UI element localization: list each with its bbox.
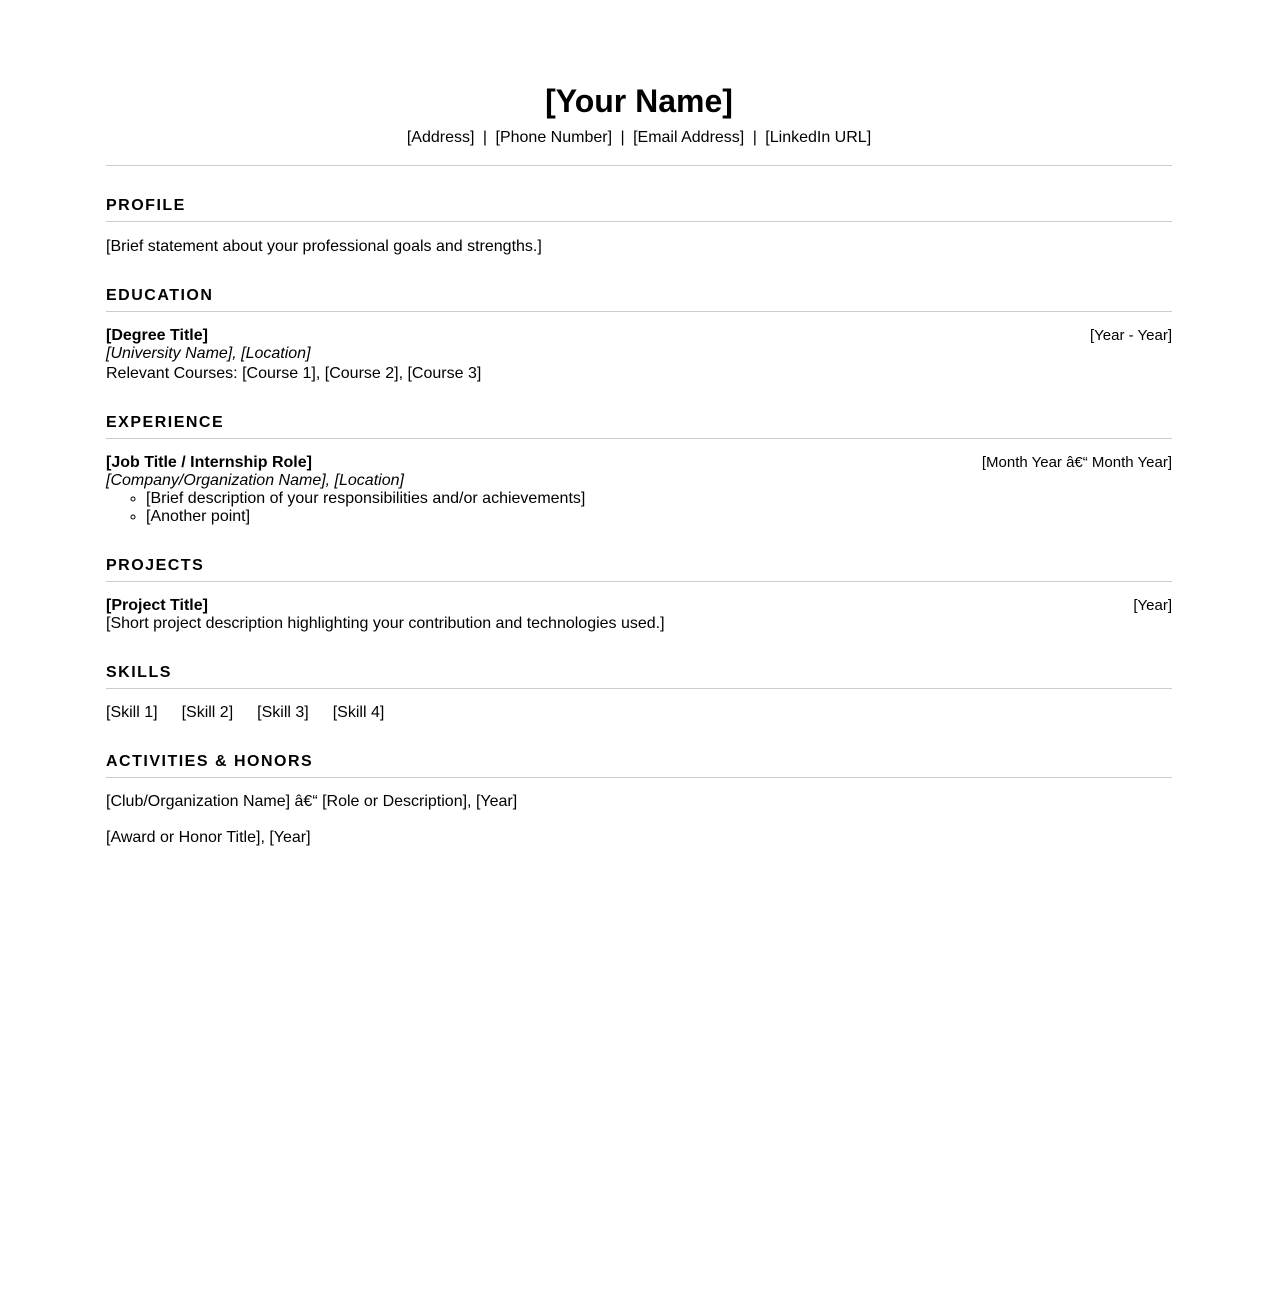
profile-text: [Brief statement about your professional goals and strengths.]	[106, 238, 542, 255]
project-year: [Year]	[1133, 597, 1172, 614]
activity-item: [Club/Organization Name] â€“ [Role or Description], [Year]	[106, 793, 518, 810]
education-entry	[106, 312, 1172, 383]
education-dates: [Year - Year]	[1089, 327, 1172, 344]
contact-phone: [Phone Number]	[495, 129, 613, 146]
project-title: [Project Title]	[106, 597, 208, 614]
header-divider	[106, 165, 1172, 166]
job-title: [Job Title / Internship Role]	[106, 454, 312, 471]
experience-entry	[106, 439, 1172, 526]
project-header-row	[106, 597, 1172, 615]
contact-separator: |	[620, 129, 625, 146]
skill-item: [Skill 4]	[332, 704, 385, 721]
degree-title: [Degree Title]	[106, 327, 208, 344]
section-title-activities: ACTIVITIES & HONORS	[106, 752, 1172, 778]
activities-list	[106, 778, 1172, 847]
section-activities	[106, 752, 1172, 847]
contact-linkedin: [LinkedIn URL]	[765, 129, 872, 146]
section-education	[106, 286, 1172, 383]
section-title-experience: EXPERIENCE	[106, 413, 1172, 439]
resume-page	[106, 0, 1172, 847]
contact-line	[106, 128, 1172, 148]
section-skills	[106, 663, 1172, 722]
resume-name: [Your Name]	[545, 83, 733, 119]
contact-email: [Email Address]	[633, 129, 745, 146]
company-name: [Company/Organization Name], [Location]	[106, 472, 404, 489]
section-title-skills: SKILLS	[106, 663, 1172, 689]
experience-bullet: ◦ [Brief description of your responsibilities and/or achievements]	[146, 490, 1172, 508]
skill-item: [Skill 1]	[106, 704, 158, 721]
contact-separator: |	[482, 129, 488, 146]
resume-header	[106, 82, 1172, 148]
experience-dates: [Month Year â€“ Month Year]	[981, 454, 1172, 471]
project-entry	[106, 582, 1172, 633]
skill-item: [Skill 2]	[181, 704, 234, 721]
experience-bullet: ◦ [Another point]	[146, 508, 1172, 526]
contact-separator: |	[752, 129, 757, 146]
university-name: [University Name], [Location]	[106, 345, 311, 362]
section-experience	[106, 413, 1172, 526]
experience-header-row	[106, 454, 1172, 472]
contact-address: [Address]	[406, 129, 475, 146]
section-title-profile: PROFILE	[106, 196, 1172, 222]
project-description: [Short project description highlighting your contribution and technologies used.]	[106, 615, 665, 632]
experience-bullets	[106, 490, 1172, 526]
activity-item: [Award or Honor Title], [Year]	[106, 829, 311, 846]
section-profile	[106, 196, 1172, 256]
section-title-education: EDUCATION	[106, 286, 1172, 312]
section-title-projects: PROJECTS	[106, 556, 1172, 582]
relevant-courses: Relevant Courses: [Course 1], [Course 2], [Course 3]	[106, 365, 482, 382]
skills-list	[106, 689, 1172, 722]
skill-item: [Skill 3]	[257, 704, 309, 721]
education-header-row	[106, 327, 1172, 345]
section-projects	[106, 556, 1172, 633]
